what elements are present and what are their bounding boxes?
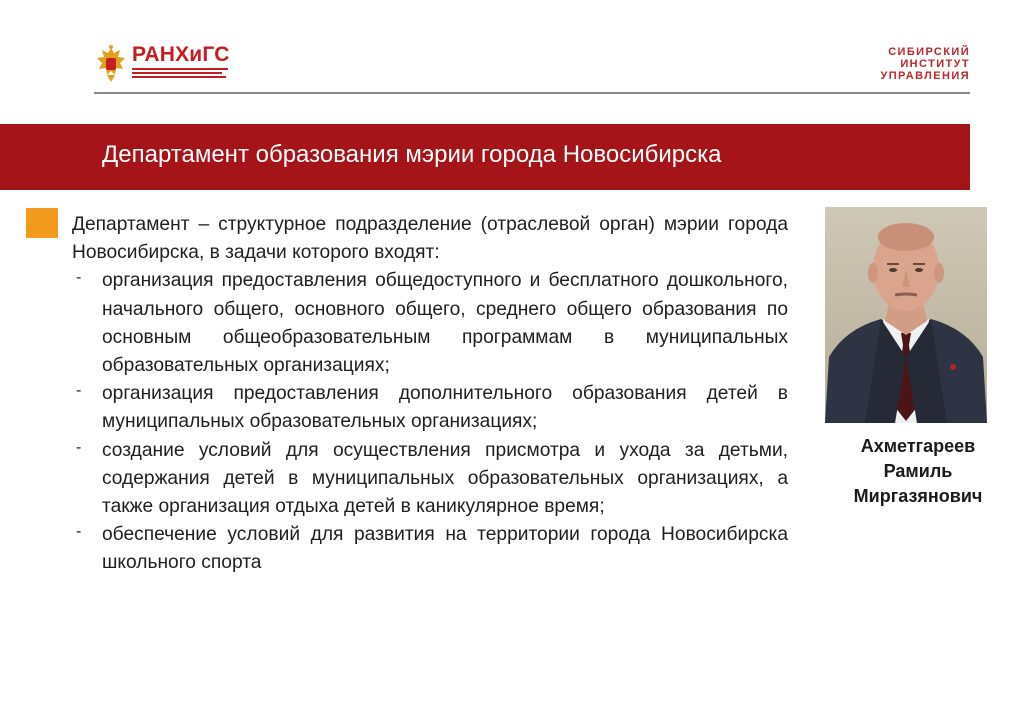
person-patronymic: Миргазянович [853, 486, 983, 506]
logo-subtitle-lines [132, 68, 232, 82]
intro-paragraph: Департамент – структурное подразделение (отраслевой орган) мэрии города Новосибирска, в задачи которого входят: [72, 214, 788, 264]
list-item: - организация предоставления общедоступного и бесплатного дошкольного, начального общего, основного общего, среднего общего образования по основным общеобразовательным программам в муниципальных образовательных организациях; [72, 267, 788, 380]
portrait-illustration [825, 207, 987, 423]
logo-right-line: СИБИРСКИЙ [888, 46, 970, 58]
logo-right-line: ИНСТИТУТ [900, 58, 970, 70]
logo-right-line: УПРАВЛЕНИЯ [880, 70, 970, 82]
person-surname: Ахметгареев [860, 436, 976, 456]
portrait-photo [825, 207, 987, 423]
slide-title: Департамент образования мэрии города Новосибирска [102, 141, 722, 168]
person-first-name: Рамиль [883, 461, 953, 481]
siu-logo [880, 46, 970, 82]
task-list [72, 267, 788, 577]
list-item: - создание условий для осуществления присмотра и ухода за детьми, содержания детей в муниципальных образовательных организациях, а также организация отдыха детей в каникулярное время; [72, 437, 788, 522]
header-divider [94, 92, 970, 94]
eagle-emblem-icon [94, 44, 128, 84]
body-text [72, 211, 788, 578]
person-name [824, 434, 1012, 509]
logo-name: РАНХиГС [132, 43, 230, 66]
list-item: - организация предоставления дополнительного образования детей в муниципальных образовательных организациях; [72, 380, 788, 436]
list-item: - обеспечение условий для развития на территории города Новосибирска школьного спорта [72, 521, 788, 577]
accent-square [26, 208, 58, 238]
ranepa-logo [94, 42, 234, 86]
